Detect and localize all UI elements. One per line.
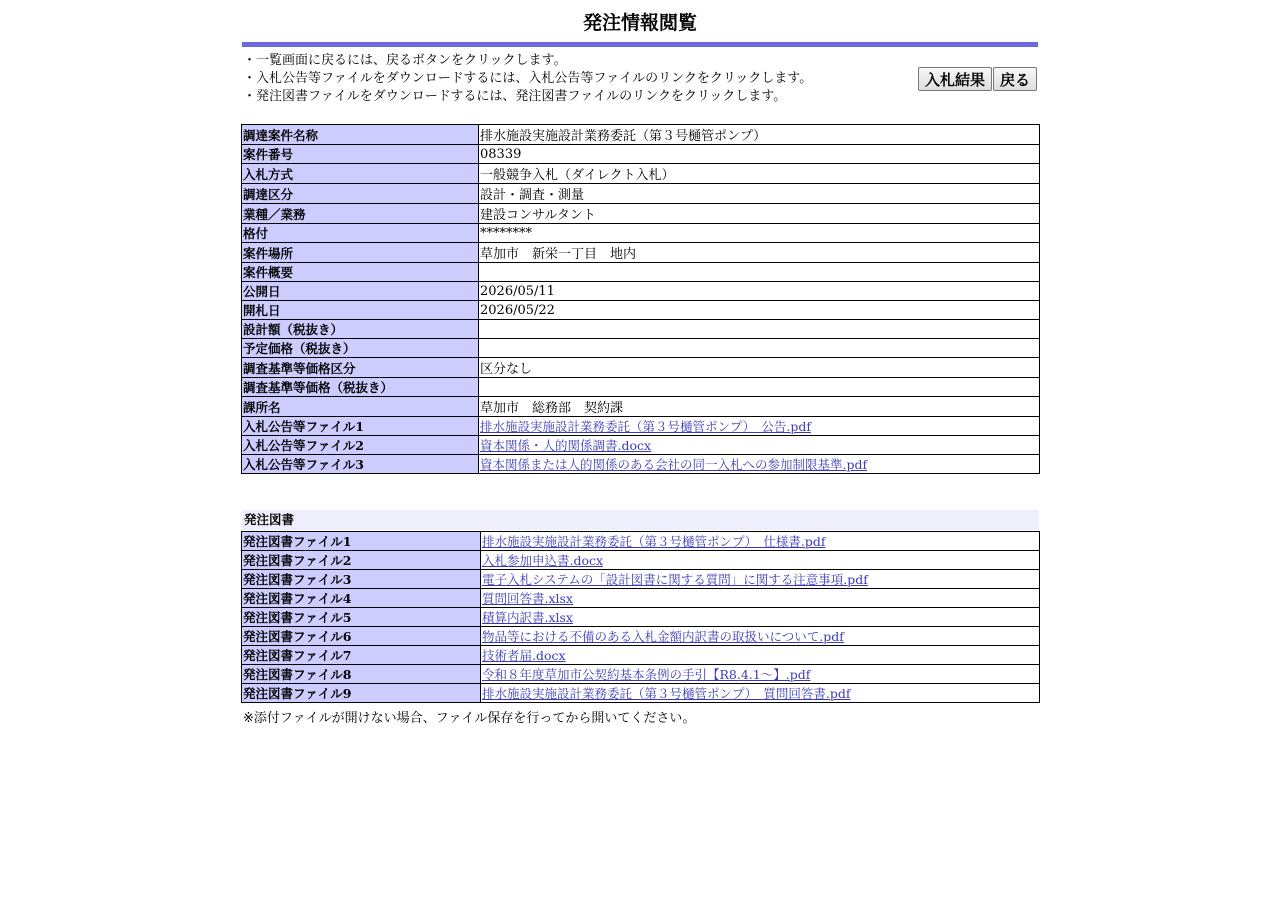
row-label: 入札公告等ファイル1 <box>242 417 479 436</box>
row-value <box>481 627 1040 646</box>
table-row <box>242 204 1040 224</box>
table-row <box>242 608 1040 627</box>
row-value <box>481 532 1040 551</box>
table-row <box>242 436 1040 455</box>
file-link[interactable]: 物品等における不備のある入札金額内訳書の取扱いについて.pdf <box>482 629 844 644</box>
file-link[interactable]: 積算内訳書.xlsx <box>482 610 573 625</box>
action-buttons <box>917 67 1037 91</box>
row-value: 設計・調査・測量 <box>479 184 1040 204</box>
table-row <box>242 378 1040 397</box>
row-value: 草加市 総務部 契約課 <box>479 397 1040 417</box>
table-row <box>242 589 1040 608</box>
file-link[interactable]: 排水施設実施設計業務委託（第３号樋管ポンプ） 公告.pdf <box>480 419 811 434</box>
table-row <box>242 263 1040 282</box>
row-value <box>481 608 1040 627</box>
row-value: 区分なし <box>479 358 1040 378</box>
file-link[interactable]: 排水施設実施設計業務委託（第３号樋管ポンプ） 質問回答書.pdf <box>482 686 851 701</box>
table-row <box>242 646 1040 665</box>
table-row <box>242 184 1040 204</box>
row-value: 建設コンサルタント <box>479 204 1040 224</box>
row-label: 課所名 <box>242 397 479 417</box>
row-label: 入札公告等ファイル2 <box>242 436 479 455</box>
row-value <box>479 436 1040 455</box>
row-value <box>481 570 1040 589</box>
file-link[interactable]: 資本関係・人的関係調書.docx <box>480 438 652 453</box>
table-row <box>242 570 1040 589</box>
row-value <box>479 455 1040 474</box>
row-label: 設計額（税抜き） <box>242 320 479 339</box>
order-details-table <box>241 124 1040 474</box>
table-row <box>242 627 1040 646</box>
file-link[interactable]: 技術者届.docx <box>482 648 566 663</box>
table-row <box>242 282 1040 301</box>
page-title: 発注情報閲覧 <box>582 12 697 34</box>
row-label: 発注図書ファイル7 <box>242 646 481 665</box>
row-value <box>479 263 1040 282</box>
row-label: 開札日 <box>242 301 479 320</box>
row-value: 排水施設実施設計業務委託（第３号樋管ポンプ） <box>479 125 1040 145</box>
file-link[interactable]: 質問回答書.xlsx <box>482 591 573 606</box>
row-label: 案件番号 <box>242 145 479 164</box>
row-label: 入札公告等ファイル3 <box>242 455 479 474</box>
row-value <box>481 646 1040 665</box>
table-row <box>242 358 1040 378</box>
row-label: 調達区分 <box>242 184 479 204</box>
table-row <box>242 339 1040 358</box>
spacer <box>241 474 1039 510</box>
row-label: 公開日 <box>242 282 479 301</box>
row-value <box>481 551 1040 570</box>
row-label: 発注図書ファイル6 <box>242 627 481 646</box>
table-row <box>242 243 1040 263</box>
row-label: 調査基準等価格（税抜き） <box>242 378 479 397</box>
back-button[interactable]: 戻る <box>993 67 1037 91</box>
documents-table <box>241 531 1040 703</box>
table-row <box>242 301 1040 320</box>
row-label: 発注図書ファイル8 <box>242 665 481 684</box>
instruction-line: ・一覧画面に戻るには、戻るボタンをクリックします。 <box>243 53 567 68</box>
table-row <box>242 417 1040 436</box>
row-value <box>481 589 1040 608</box>
row-value: 2026/05/22 <box>479 301 1040 320</box>
row-value <box>481 684 1040 703</box>
row-label: 格付 <box>242 224 479 243</box>
table-row <box>242 397 1040 417</box>
row-label: 入札方式 <box>242 164 479 184</box>
row-value <box>479 320 1040 339</box>
row-value: 草加市 新栄一丁目 地内 <box>479 243 1040 263</box>
file-link[interactable]: 電子入札システムの「設計図書に関する質問」に関する注意事項.pdf <box>482 572 868 587</box>
row-label: 発注図書ファイル3 <box>242 570 481 589</box>
bid-result-button[interactable]: 入札結果 <box>918 67 992 91</box>
footer-note: ※添付ファイルが開けない場合、ファイル保存を行ってから開いてください。 <box>243 711 696 726</box>
file-link[interactable]: 資本関係または人的関係のある会社の同一入札への参加制限基準.pdf <box>480 457 868 472</box>
table-row <box>242 145 1040 164</box>
row-label: 発注図書ファイル9 <box>242 684 481 703</box>
row-value <box>481 665 1040 684</box>
instruction-line: ・入札公告等ファイルをダウンロードするには、入札公告等ファイルのリンクをクリックします。 <box>243 71 813 86</box>
row-label: 案件概要 <box>242 263 479 282</box>
row-value: 08339 <box>479 145 1040 164</box>
table-row <box>242 224 1040 243</box>
row-value <box>479 378 1040 397</box>
table-row <box>242 684 1040 703</box>
row-label: 調達案件名称 <box>242 125 479 145</box>
row-label: 調査基準等価格区分 <box>242 358 479 378</box>
instructions-block <box>241 47 1039 132</box>
row-label: 業種／業務 <box>242 204 479 224</box>
file-link[interactable]: 令和８年度草加市公契約基本条例の手引【R8.4.1～】.pdf <box>482 667 811 682</box>
instruction-line: ・発注図書ファイルをダウンロードするには、発注図書ファイルのリンクをクリックします。 <box>243 89 787 104</box>
table-row <box>242 320 1040 339</box>
row-label: 発注図書ファイル2 <box>242 551 481 570</box>
page-container <box>241 0 1039 726</box>
row-label: 案件場所 <box>242 243 479 263</box>
table-row <box>242 665 1040 684</box>
documents-section-title: 発注図書 <box>242 510 1039 530</box>
table-row <box>242 455 1040 474</box>
table-row <box>242 164 1040 184</box>
file-link[interactable]: 排水施設実施設計業務委託（第３号樋管ポンプ） 仕様書.pdf <box>482 534 826 549</box>
row-label: 発注図書ファイル4 <box>242 589 481 608</box>
row-value <box>479 339 1040 358</box>
file-link[interactable]: 入札参加申込書.docx <box>482 553 604 568</box>
row-label: 発注図書ファイル1 <box>242 532 481 551</box>
table-row <box>242 532 1040 551</box>
table-row <box>242 551 1040 570</box>
row-value: ******** <box>479 224 1040 243</box>
row-value: 一般競争入札（ダイレクト入札） <box>479 164 1040 184</box>
row-label: 発注図書ファイル5 <box>242 608 481 627</box>
row-value: 2026/05/11 <box>479 282 1040 301</box>
row-value <box>479 417 1040 436</box>
row-label: 予定価格（税抜き） <box>242 339 479 358</box>
